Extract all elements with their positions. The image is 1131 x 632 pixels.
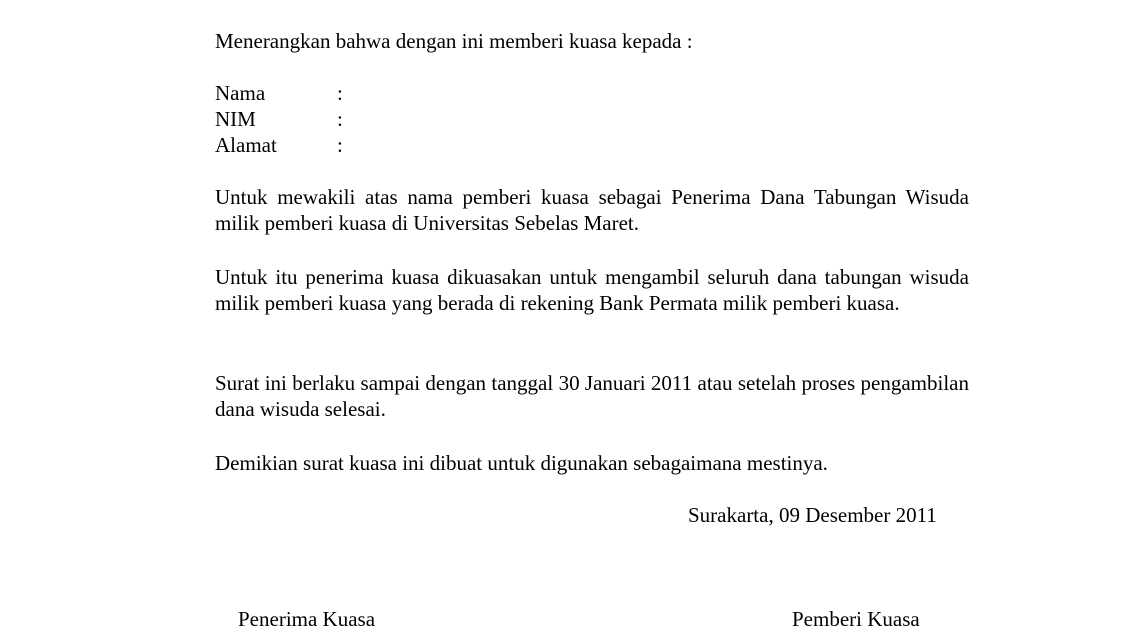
intro-text: Menerangkan bahwa dengan ini memberi kuasa kepada : (215, 29, 693, 53)
field-label-alamat: Alamat (215, 133, 277, 157)
field-separator-nama: : (337, 81, 343, 105)
field-label-nim: NIM (215, 107, 256, 131)
signature-label-grantor: Pemberi Kuasa (792, 607, 920, 631)
field-separator-alamat: : (337, 133, 343, 157)
signature-label-recipient: Penerima Kuasa (238, 607, 376, 631)
paragraph-closing: Demikian surat kuasa ini dibuat untuk digunakan sebagaimana mestinya. (215, 451, 828, 475)
paragraph-purpose: Untuk mewakili atas nama pemberi kuasa sebagai Penerima Dana Tabungan Wisuda milik pemberi kuasa di Universitas Sebelas Maret. (215, 185, 969, 235)
field-separator-nim: : (337, 107, 343, 131)
field-label-nama: Nama (215, 81, 266, 105)
place-date: Surakarta, 09 Desember 2011 (688, 503, 937, 527)
paragraph-validity: Surat ini berlaku sampai dengan tanggal 30 Januari 2011 atau setelah proses pengambilan dana wisuda selesai. (215, 371, 969, 421)
paragraph-authorization: Untuk itu penerima kuasa dikuasakan untuk mengambil seluruh dana tabungan wisuda milik pemberi kuasa yang berada di rekening Bank Permata milik pemberi kuasa. (215, 265, 969, 315)
